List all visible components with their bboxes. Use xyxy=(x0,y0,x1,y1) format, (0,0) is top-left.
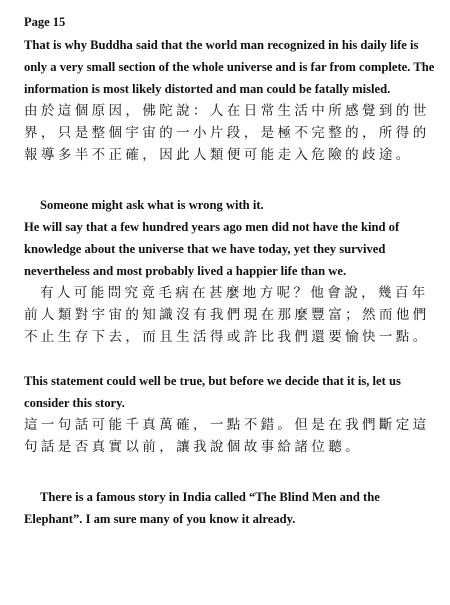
paragraph-4-english: There is a famous story in India called “The Blind Men and the Elephant”. I am sure many of you know it already. xyxy=(24,490,380,526)
paragraph-2-english-lead: Someone might ask what is wrong with it. xyxy=(40,198,264,212)
document-page xyxy=(24,14,440,530)
paragraph-3-chinese: 這一句話可能千真萬確，一點不錯。但是在我們斷定這句話是否真實以前，讓我說個故事給諸位聽。 xyxy=(24,417,430,455)
paragraph-3-english: This statement could well be true, but before we decide that it is, let us consider this story. xyxy=(24,374,401,410)
paragraph-2-english-body: He will say that a few hundred years ago men did not have the kind of knowledge about the universe that we have today, yet they survived nevertheless and most probably lived a happier life than we. xyxy=(24,220,400,278)
paragraph-spacer xyxy=(24,166,440,194)
paragraph-2-chinese: 有人可能問究竟毛病在甚麼地方呢？他會說，幾百年前人類對宇宙的知識沒有我們現在那麼豐富；然而他們不止生存下去，而且生活得或許比我們還要愉快一點。 xyxy=(24,285,430,345)
page-number: Page 15 xyxy=(24,15,66,29)
paragraph-spacer xyxy=(24,458,440,486)
paragraph-1-english: That is why Buddha said that the world man recognized in his daily life is only a very small section of the whole universe and is far from complete. The information is most likely distorted and man could be fatally misled. xyxy=(24,38,435,96)
paragraph-1-chinese: 由於這個原因，佛陀說：人在日常生活中所感覺到的世界，只是整個宇宙的一小片段，是極不完整的，所得的報導多半不正確，因此人類便可能走入危險的歧途。 xyxy=(24,103,430,163)
paragraph-spacer xyxy=(24,348,440,370)
